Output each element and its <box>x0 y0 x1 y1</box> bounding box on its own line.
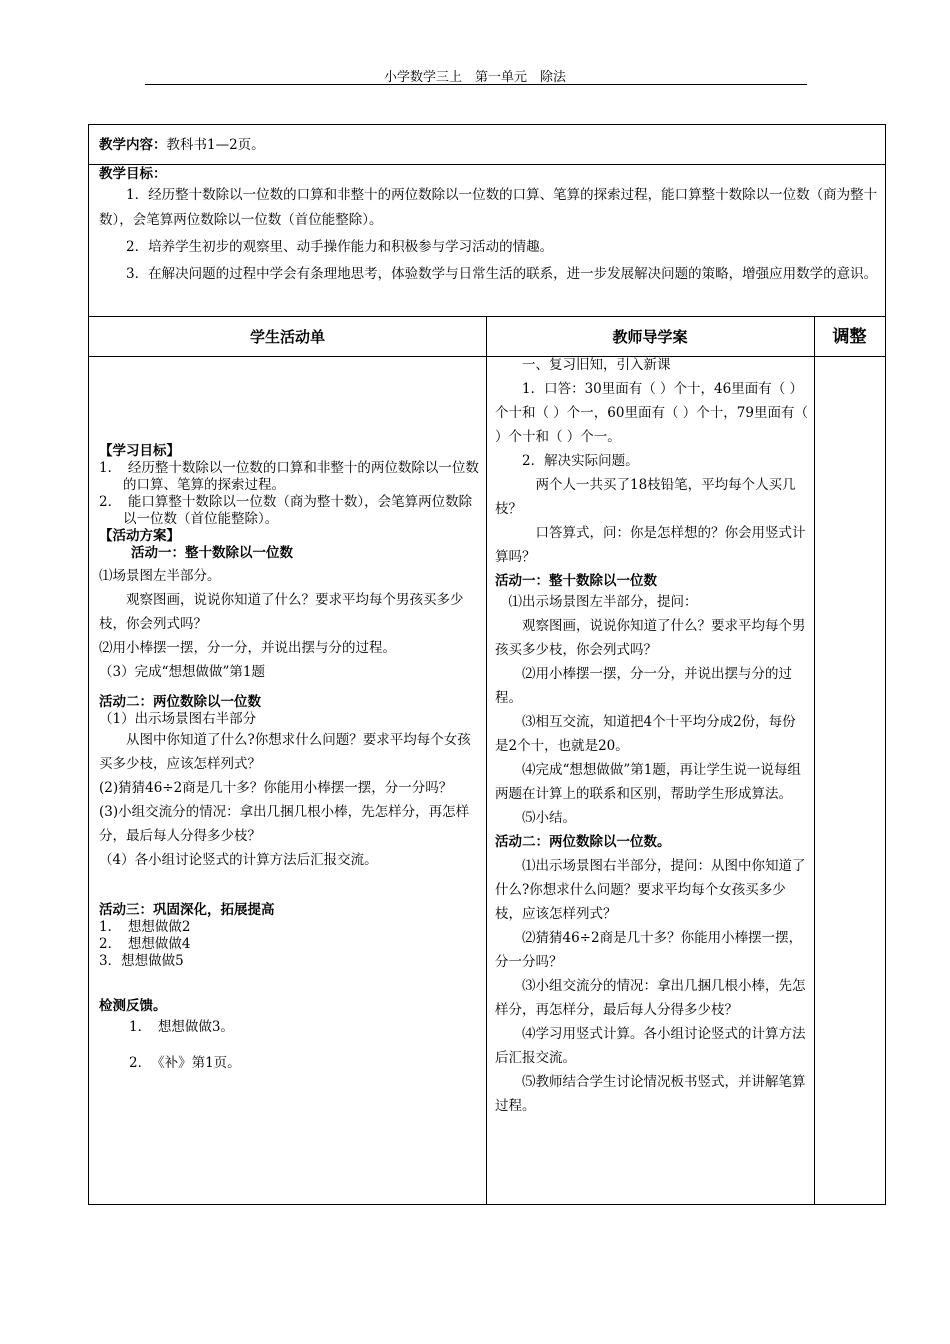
student-check-title: 检测反馈。 <box>99 998 167 1014</box>
column-divider <box>814 317 815 1204</box>
student-check-item: 1． 想想做做3。 <box>129 1019 234 1035</box>
student-activity-2-step: 从图中你知道了什么?你想求什么问题？要求平均每个女孩买多少枝，应该怎样列式？ <box>99 732 471 772</box>
teacher-activity-2-step: ⑷学习用竖式计算。各小组讨论竖式的计算方法后汇报交流。 <box>495 1026 806 1066</box>
teacher-step: 两个人一共买了18枝铅笔，平均每个人买几枝？ <box>495 477 796 517</box>
student-column-header: 学生活动单 <box>249 328 325 346</box>
student-activity-2-step: （4）各小组讨论竖式的计算方法后汇报交流。 <box>99 852 378 868</box>
teacher-activity-2-step: ⑶小组交流分的情况：拿出几捆几根小棒，先怎样分，再怎样分，最后每人分得多少枝？ <box>495 978 806 1018</box>
student-activity-1-step: （3）完成“想想做做”第1题 <box>99 664 265 680</box>
teacher-activity-1-step: 观察图画，说说你知道了什么？要求平均每个男孩买多少枝，你会列式吗？ <box>495 618 806 658</box>
student-activity-1-step: 观察图画，说说你知道了什么？要求平均每个男孩买多少枝，你会列式吗？ <box>99 592 464 632</box>
teacher-activity-2-step: ⑴出示场景图右半部分，提问：从图中你知道了什么?你想求什么问题？要求平均每个女孩买多少枝，应该怎样列式？ <box>495 858 806 922</box>
student-activity-2-step: (2)猜猜46÷2商是几十多？你能用小棒摆一摆，分一分吗？ <box>99 780 453 796</box>
teacher-activity-1-title: 活动一：整十数除以一位数 <box>495 573 657 589</box>
student-goal-2: 2． 能口算整十数除以一位数（商为整十数），会笔算两位数除以一位数（首位能整除）。 <box>99 494 473 527</box>
teaching-goal-3: 3．在解决问题的过程中学会有条理地思考，体验数学与日常生活的联系，进一步发展解决问题的策略，增强应用数学的意识。 <box>126 266 878 282</box>
student-activity-1-title: 活动一：整十数除以一位数 <box>131 545 293 561</box>
teaching-goal-1: 1．经历整十数除以一位数的口算和非整十的两位数除以一位数的口算、笔算的探索过程，能口算整十数除以一位数（商为整十数），会笔算两位数除以一位数（首位能整除）。 <box>99 187 878 228</box>
teacher-activity-1-step: ⑴出示场景图左半部分，提问： <box>508 594 698 610</box>
teacher-column-header: 教师导学案 <box>612 328 688 346</box>
teacher-activity-1-step: ⑸小结。 <box>522 810 576 826</box>
student-activity-2-step: （1）出示场景图右半部分 <box>99 711 257 727</box>
student-goal-1: 1． 经历整十数除以一位数的口算和非整十的两位数除以一位数的口算、笔算的探索过程。 <box>99 460 479 493</box>
teaching-content-label: 教学内容： <box>99 137 167 153</box>
student-activity-1-step: ⑵用小棒摆一摆，分一分，并说出摆与分的过程。 <box>99 640 396 656</box>
teaching-goals <box>99 165 879 287</box>
teacher-step: 1．口答：30里面有（ ）个十，46里面有（ ）个十和（ ）个一，60里面有（ ）个十，79里面有（ ）个十和（ ）个一。 <box>495 381 808 445</box>
teacher-activity-1-step: ⑷完成“想想做做”第1题，再让学生说一说每组两题在计算上的联系和区别，帮助学生形成算法。 <box>495 762 801 802</box>
student-plan-title: 【活动方案】 <box>99 528 180 544</box>
student-activity-sheet <box>99 443 479 1075</box>
teaching-goals-label: 教学目标： <box>99 166 167 182</box>
student-activity-1-step: ⑴场景图左半部分。 <box>99 568 221 584</box>
student-activity-2-title: 活动二：两位数除以一位数 <box>99 694 261 710</box>
teacher-activity-2-title: 活动二：两位数除以一位数。 <box>495 834 671 850</box>
teacher-step: 一、复习旧知，引入新课 <box>522 357 671 373</box>
teacher-step: 口答算式，问：你是怎样想的？你会用竖式计算吗？ <box>495 525 806 565</box>
column-header-row <box>89 317 885 357</box>
teaching-content-text: 教科书1—2页。 <box>166 137 265 153</box>
teacher-guide <box>495 353 809 1118</box>
student-goal-title: 【学习目标】 <box>99 443 180 459</box>
teaching-goals-row <box>89 165 885 317</box>
student-activity-3-title: 活动三：巩固深化，拓展提高 <box>99 902 275 918</box>
teacher-step: 2．解决实际问题。 <box>522 453 639 469</box>
adjust-column-header: 调整 <box>832 327 867 347</box>
header-rule <box>145 84 807 85</box>
teacher-activity-1-step: ⑶相互交流，知道把4个十平均分成2份，每份是2个十，也就是20。 <box>495 714 796 754</box>
teacher-activity-1-step: ⑵用小棒摆一摆，分一分，并说出摆与分的过程。 <box>495 666 792 706</box>
teacher-activity-2-step: ⑸教师结合学生讨论情况板书竖式，并讲解笔算过程。 <box>495 1074 806 1114</box>
teaching-content-row <box>89 125 885 165</box>
page-header: 小学数学三上 第一单元 除法 <box>383 70 566 85</box>
student-check-item: 2． 《补》第1页。 <box>129 1055 241 1071</box>
teaching-content <box>99 133 265 157</box>
student-activity-3-step: 3．想想做做5 <box>99 953 184 969</box>
student-activity-3-step: 1． 想想做做2 <box>99 919 191 935</box>
teacher-activity-2-step: ⑵猜猜46÷2商是几十多？你能用小棒摆一摆，分一分吗？ <box>495 930 803 970</box>
lesson-plan-table <box>88 124 886 1205</box>
student-activity-3-step: 2． 想想做做4 <box>99 936 191 952</box>
column-divider <box>486 317 487 1204</box>
teaching-goal-2: 2．培养学生初步的观察里、动手操作能力和积极参与学习活动的情趣。 <box>126 239 554 255</box>
student-activity-2-step: (3)小组交流分的情况：拿出几捆几根小棒，先怎样分，再怎样分，最后每人分得多少枝？ <box>99 804 470 844</box>
